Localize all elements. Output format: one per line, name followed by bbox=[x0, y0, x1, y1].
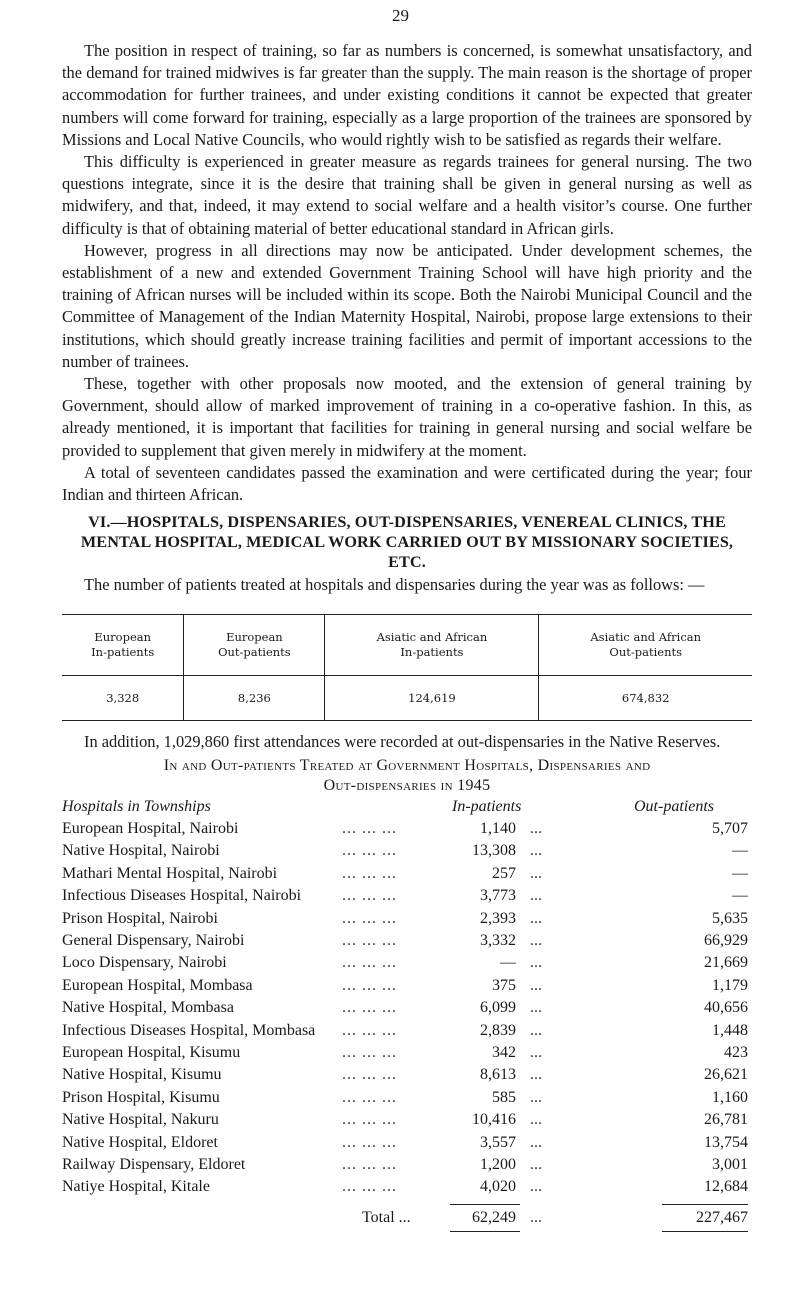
leader-dots: ... ... ... bbox=[342, 1088, 397, 1106]
separator-dots: ... bbox=[530, 887, 542, 905]
hospital-name: Mathari Mental Hospital, Nairobi bbox=[62, 864, 278, 882]
out-patients-value: 1,179 bbox=[712, 976, 748, 994]
summary-value-asiatic-in: 124,619 bbox=[325, 676, 539, 721]
separator-dots: ... bbox=[530, 1133, 542, 1151]
intro-text: The number of patients treated at hospitals and dispensaries during the year was as follows: — bbox=[84, 575, 705, 595]
in-patients-value: 3,557 bbox=[480, 1133, 516, 1151]
hospital-name: Native Hospital, Nairobi bbox=[62, 842, 220, 860]
out-patients-value: — bbox=[732, 842, 748, 860]
in-patients-value: 6,099 bbox=[480, 999, 516, 1017]
table-row bbox=[62, 1132, 752, 1154]
table-row bbox=[62, 1176, 752, 1198]
table-row bbox=[62, 1087, 752, 1109]
separator-dots: ... bbox=[530, 954, 542, 972]
separator-dots: ... bbox=[530, 999, 542, 1017]
hospital-name: Native Hospital, Nakuru bbox=[62, 1111, 219, 1129]
out-patients-value: 21,669 bbox=[704, 954, 748, 972]
hospital-name: European Hospital, Nairobi bbox=[62, 820, 239, 838]
detail-title-line-2: Out-dispensaries in 1945 bbox=[323, 776, 491, 794]
out-patients-value: — bbox=[732, 864, 748, 882]
summary-header-asiatic-out: Asiatic and African Out-patients bbox=[539, 615, 752, 676]
out-patients-value: 13,754 bbox=[704, 1133, 748, 1151]
in-patients-value: 375 bbox=[492, 976, 516, 994]
hospital-name: European Hospital, Kisumu bbox=[62, 1043, 241, 1061]
section-heading: VI.—HOSPITALS, DISPENSARIES, OUT-DISPENSARIES, VENEREAL CLINICS, THE MENTAL HOSPITAL, MEDICAL WORK CARRIED OUT BY MISSIONARY SOCIETIES, ETC. bbox=[80, 513, 734, 572]
separator-dots: ... bbox=[530, 1066, 542, 1084]
table-row bbox=[62, 1109, 752, 1131]
leader-dots: ... ... ... bbox=[342, 1066, 397, 1084]
in-patients-value: 257 bbox=[492, 864, 516, 882]
table-row bbox=[62, 908, 752, 930]
in-patients-value: 2,393 bbox=[480, 909, 516, 927]
table-row bbox=[62, 930, 752, 952]
leader-dots: ... ... ... bbox=[342, 1043, 397, 1061]
table-row bbox=[62, 885, 752, 907]
out-patients-value: 26,781 bbox=[704, 1111, 748, 1129]
in-patients-value: 13,308 bbox=[472, 842, 516, 860]
in-patients-value: 1,200 bbox=[480, 1155, 516, 1173]
separator-dots: ... bbox=[530, 909, 542, 927]
hospital-name: General Dispensary, Nairobi bbox=[62, 932, 245, 950]
table-row bbox=[62, 997, 752, 1019]
separator-dots: ... bbox=[530, 820, 542, 838]
leader-dots: ... ... ... bbox=[342, 1178, 397, 1196]
in-patients-value: 4,020 bbox=[480, 1178, 516, 1196]
summary-value-row bbox=[62, 676, 752, 721]
table-row bbox=[62, 1020, 752, 1042]
in-patients-value: 10,416 bbox=[472, 1111, 516, 1129]
summary-header-european-out: European Out-patients bbox=[184, 615, 325, 676]
summary-header-row bbox=[62, 615, 752, 676]
hospital-name: Natiye Hospital, Kitale bbox=[62, 1178, 210, 1196]
out-patients-value: 423 bbox=[724, 1043, 748, 1061]
detail-table-title bbox=[62, 756, 752, 796]
leader-dots: ... ... ... bbox=[342, 976, 397, 994]
table-row bbox=[62, 840, 752, 862]
paragraph-progress: However, progress in all directions may now be anticipated. Under development schemes, the establishment of a new and extended Government Training School will have high priority and the training of African nurses will be included within its scope. Both the Nairobi Municipal Council and the Committee of Management of the Indian Maternity Hospital, Nairobi, propose large extensions to their institutions, which should greatly increase training facilities and permit of important accessions to the number of trainees. bbox=[62, 240, 752, 371]
in-patients-value: 3,332 bbox=[480, 932, 516, 950]
rule-in-top bbox=[450, 1204, 520, 1205]
total-rule-bottom bbox=[62, 1229, 752, 1237]
separator-dots: ... bbox=[530, 932, 542, 950]
out-dispensary-text: In addition, 1,029,860 first attendances were recorded at out-dispensaries in the Native Reserves. bbox=[84, 732, 721, 752]
total-row bbox=[62, 1207, 752, 1229]
separator-dots: ... bbox=[530, 1088, 542, 1106]
out-patients-value: 12,684 bbox=[704, 1178, 748, 1196]
table-row bbox=[62, 952, 752, 974]
separator-dots: ... bbox=[530, 1021, 542, 1039]
hospital-name: Loco Dispensary, Nairobi bbox=[62, 954, 227, 972]
summary-table bbox=[62, 614, 752, 721]
leader-dots: ... ... ... bbox=[342, 842, 397, 860]
header-out-patients: Out-patients bbox=[634, 797, 714, 815]
leader-dots: ... ... ... bbox=[342, 954, 397, 972]
hospital-name: Native Hospital, Mombasa bbox=[62, 999, 234, 1017]
page-content bbox=[62, 40, 752, 1237]
in-patients-value: — bbox=[500, 954, 516, 972]
out-patients-value: 26,621 bbox=[704, 1066, 748, 1084]
out-patients-value: 66,929 bbox=[704, 932, 748, 950]
table-row bbox=[62, 863, 752, 885]
leader-dots: ... ... ... bbox=[342, 1155, 397, 1173]
in-patients-value: 2,839 bbox=[480, 1021, 516, 1039]
total-in-patients: 62,249 bbox=[472, 1208, 516, 1226]
out-patients-value: 5,635 bbox=[712, 909, 748, 927]
hospital-name: Prison Hospital, Nairobi bbox=[62, 909, 218, 927]
header-in-patients: In-patients bbox=[452, 797, 522, 815]
leader-dots: ... ... ... bbox=[342, 932, 397, 950]
total-label: Total ... bbox=[362, 1208, 411, 1226]
table-row bbox=[62, 975, 752, 997]
hospital-name: Infectious Diseases Hospital, Mombasa bbox=[62, 1021, 316, 1039]
paragraph-training-position: The position in respect of training, so far as numbers is concerned, is somewhat unsatisfactory, and the demand for trained midwives is far greater than the supply. The main reason is the shortage of proper accommodation for further trainees, and under existing conditions it cannot be expected that greater numbers will come forward for training, especially as a large proportion of the trainees are sponsored by Missions and Local Native Councils, who would rightly wish to be satisfied as regards their welfare. bbox=[62, 41, 752, 149]
in-patients-value: 3,773 bbox=[480, 887, 516, 905]
out-patients-value: 40,656 bbox=[704, 999, 748, 1017]
hospital-name: Railway Dispensary, Eldoret bbox=[62, 1155, 246, 1173]
summary-value-european-out: 8,236 bbox=[184, 676, 325, 721]
detail-table-header bbox=[62, 796, 752, 818]
hospital-name: Native Hospital, Kisumu bbox=[62, 1066, 222, 1084]
leader-dots: ... ... ... bbox=[342, 1111, 397, 1129]
out-patients-value: 1,448 bbox=[712, 1021, 748, 1039]
header-hospitals: Hospitals in Townships bbox=[62, 797, 211, 815]
rule-out-top bbox=[662, 1204, 748, 1205]
summary-header-asiatic-in: Asiatic and African In-patients bbox=[325, 615, 539, 676]
paragraph-general-nursing: This difficulty is experienced in greater measure as regards trainees for general nursing. The two questions integrate, since it is the desire that training shall be given in general nursing as well as midwifery, and that, indeed, it may extend to social welfare and a health visitor’s course. One further difficulty is that of obtaining material of better educational standard in African girls. bbox=[62, 152, 752, 238]
total-out-patients: 227,467 bbox=[696, 1208, 748, 1226]
separator-dots: ... bbox=[530, 976, 542, 994]
out-patients-value: 1,160 bbox=[712, 1088, 748, 1106]
detail-title-line-1: In and Out-patients Treated at Government Hospitals, Dispensaries and bbox=[163, 756, 651, 774]
in-patients-value: 8,613 bbox=[480, 1066, 516, 1084]
hospital-name: European Hospital, Mombasa bbox=[62, 976, 253, 994]
table-row bbox=[62, 818, 752, 840]
separator-dots: ... bbox=[530, 1155, 542, 1173]
separator-dots: ... bbox=[530, 864, 542, 882]
out-patients-value: — bbox=[732, 887, 748, 905]
table-row bbox=[62, 1064, 752, 1086]
paragraph-proposals: These, together with other proposals now mooted, and the extension of general training by Government, should allow of marked improvement of training in a co-operative fashion. In this, as already mentioned, it is important that facilities for training in general nursing and social welfare be provided to supplement that given merely in midwifery at the moment. bbox=[62, 374, 752, 460]
leader-dots: ... ... ... bbox=[342, 1133, 397, 1151]
detail-table-body bbox=[62, 818, 752, 1199]
total-separator: ... bbox=[530, 1208, 542, 1226]
table-row bbox=[62, 1154, 752, 1176]
separator-dots: ... bbox=[530, 1178, 542, 1196]
out-patients-value: 5,707 bbox=[712, 820, 748, 838]
hospital-name: Native Hospital, Eldoret bbox=[62, 1133, 218, 1151]
leader-dots: ... ... ... bbox=[342, 1021, 397, 1039]
leader-dots: ... ... ... bbox=[342, 864, 397, 882]
separator-dots: ... bbox=[530, 1111, 542, 1129]
total-rule-top bbox=[62, 1199, 752, 1207]
leader-dots: ... ... ... bbox=[342, 820, 397, 838]
separator-dots: ... bbox=[530, 842, 542, 860]
leader-dots: ... ... ... bbox=[342, 887, 397, 905]
out-patients-value: 3,001 bbox=[712, 1155, 748, 1173]
in-patients-value: 1,140 bbox=[480, 820, 516, 838]
page-number: 29 bbox=[392, 6, 409, 25]
summary-header-european-in: European In-patients bbox=[62, 615, 184, 676]
leader-dots: ... ... ... bbox=[342, 909, 397, 927]
summary-value-european-in: 3,328 bbox=[62, 676, 184, 721]
in-patients-value: 585 bbox=[492, 1088, 516, 1106]
hospital-name: Infectious Diseases Hospital, Nairobi bbox=[62, 887, 302, 905]
summary-value-asiatic-out: 674,832 bbox=[539, 676, 752, 721]
hospital-name: Prison Hospital, Kisumu bbox=[62, 1088, 220, 1106]
table-row bbox=[62, 1042, 752, 1064]
rule-in-bottom bbox=[450, 1231, 520, 1232]
in-patients-value: 342 bbox=[492, 1043, 516, 1061]
rule-out-bottom bbox=[662, 1231, 748, 1232]
separator-dots: ... bbox=[530, 1043, 542, 1061]
paragraph-candidates: A total of seventeen candidates passed the examination and were certificated during the year; four Indian and thirteen African. bbox=[62, 462, 752, 505]
leader-dots: ... ... ... bbox=[342, 999, 397, 1017]
